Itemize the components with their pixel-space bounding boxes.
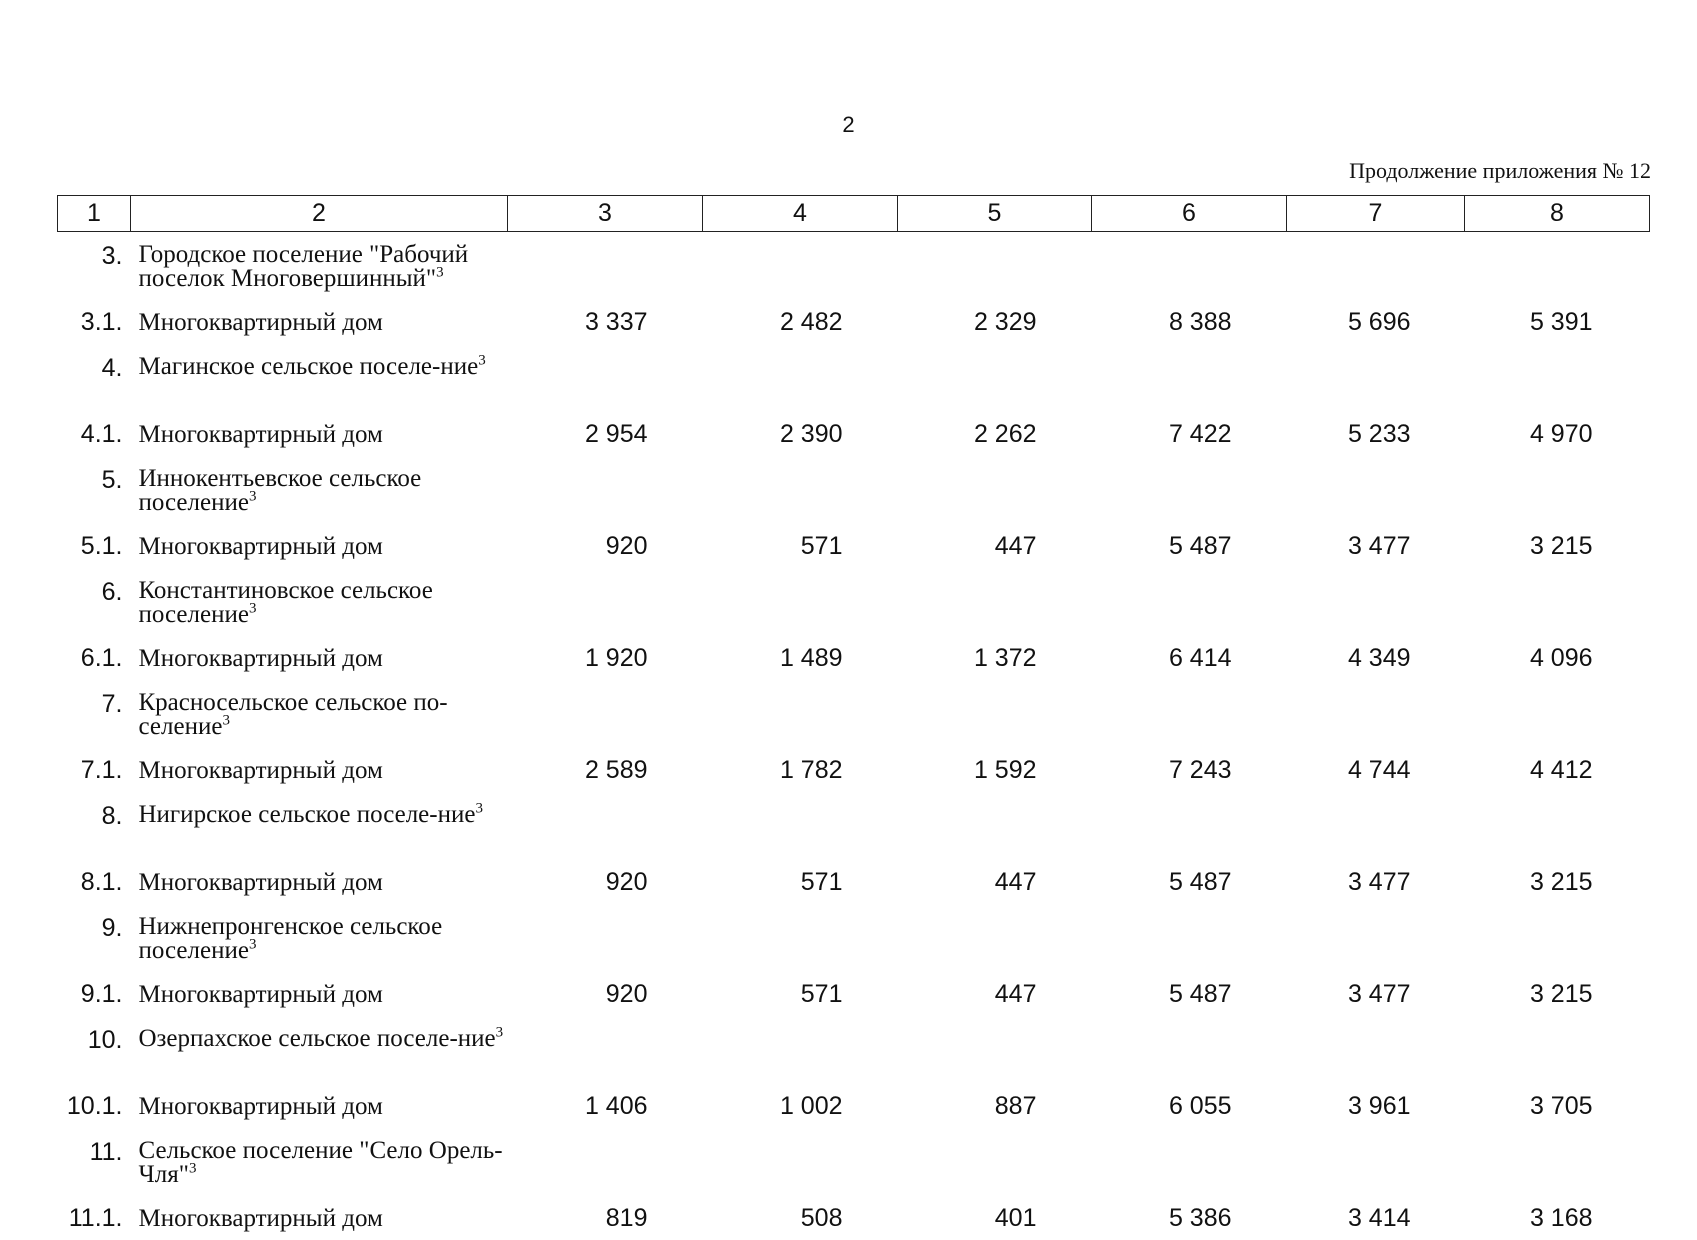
section-row [58, 792, 1650, 861]
value-cell-col-7: 5 696 [1287, 301, 1465, 344]
empty-cell [1092, 792, 1287, 861]
section-name-cell [131, 792, 508, 861]
section-name: Нижнепронгенское сельское поселение [139, 913, 443, 964]
empty-cell [508, 344, 703, 413]
item-name: Многоквартирный дом [131, 301, 508, 344]
empty-cell [703, 568, 898, 637]
value-cell-col-4: 2 390 [703, 413, 898, 456]
table-row [58, 861, 1650, 904]
value-cell-col-5: 447 [898, 525, 1092, 568]
empty-cell [1092, 232, 1287, 302]
empty-cell [898, 904, 1092, 973]
footnote-marker: 3 [249, 601, 257, 617]
empty-cell [508, 680, 703, 749]
item-name: Многоквартирный дом [131, 973, 508, 1016]
value-cell-col-4: 508 [703, 1197, 898, 1240]
empty-cell [508, 456, 703, 525]
value-cell-col-8: 3 168 [1465, 1197, 1650, 1240]
column-header-6: 6 [1092, 196, 1287, 232]
empty-cell [1465, 232, 1650, 302]
item-number: 3.1. [58, 301, 131, 344]
value-cell-col-8: 3 705 [1465, 1085, 1650, 1128]
item-number: 4.1. [58, 413, 131, 456]
empty-cell [1092, 1128, 1287, 1197]
value-cell-col-5: 1 592 [898, 749, 1092, 792]
empty-cell [898, 344, 1092, 413]
empty-cell [508, 1128, 703, 1197]
table-body [58, 232, 1650, 1240]
value-cell-col-4: 2 482 [703, 301, 898, 344]
section-row [58, 1016, 1650, 1085]
item-name: Многоквартирный дом [131, 861, 508, 904]
empty-cell [508, 568, 703, 637]
section-name-cell [131, 1128, 508, 1197]
empty-cell [1287, 904, 1465, 973]
value-cell-col-3: 1 920 [508, 637, 703, 680]
section-number: 5. [58, 456, 131, 525]
table-row [58, 1085, 1650, 1128]
section-name: Озерпахское сельское поселе-ние [139, 1025, 496, 1052]
page-number: 2 [0, 112, 1697, 138]
section-name: Константиновское сельское поселение [139, 577, 433, 628]
value-cell-col-7: 3 477 [1287, 861, 1465, 904]
value-cell-col-3: 920 [508, 861, 703, 904]
section-name: Иннокентьевское сельское поселение [139, 465, 422, 516]
empty-cell [1092, 680, 1287, 749]
value-cell-col-7: 3 961 [1287, 1085, 1465, 1128]
column-header-2: 2 [131, 196, 508, 232]
value-cell-col-3: 3 337 [508, 301, 703, 344]
section-number: 3. [58, 232, 131, 302]
value-cell-col-7: 4 744 [1287, 749, 1465, 792]
section-name: Магинское сельское поселе-ние [139, 353, 479, 380]
empty-cell [898, 568, 1092, 637]
section-name-cell [131, 232, 508, 302]
empty-cell [703, 1128, 898, 1197]
column-header-5: 5 [898, 196, 1092, 232]
empty-cell [703, 232, 898, 302]
value-cell-col-4: 1 782 [703, 749, 898, 792]
table-row [58, 973, 1650, 1016]
value-cell-col-3: 2 954 [508, 413, 703, 456]
value-cell-col-7: 3 477 [1287, 525, 1465, 568]
footnote-marker: 3 [222, 713, 230, 729]
value-cell-col-6: 5 487 [1092, 973, 1287, 1016]
empty-cell [703, 904, 898, 973]
value-cell-col-4: 1 489 [703, 637, 898, 680]
value-cell-col-3: 920 [508, 973, 703, 1016]
item-name: Многоквартирный дом [131, 525, 508, 568]
item-number: 10.1. [58, 1085, 131, 1128]
value-cell-col-8: 4 970 [1465, 413, 1650, 456]
value-cell-col-8: 4 096 [1465, 637, 1650, 680]
value-cell-col-3: 920 [508, 525, 703, 568]
footnote-marker: 3 [436, 265, 444, 281]
value-cell-col-8: 5 391 [1465, 301, 1650, 344]
empty-cell [1287, 456, 1465, 525]
item-name: Многоквартирный дом [131, 749, 508, 792]
empty-cell [1465, 680, 1650, 749]
empty-cell [898, 1128, 1092, 1197]
column-header-1: 1 [58, 196, 131, 232]
data-table [57, 195, 1650, 1240]
empty-cell [898, 680, 1092, 749]
column-header-4: 4 [703, 196, 898, 232]
value-cell-col-5: 401 [898, 1197, 1092, 1240]
section-name-cell [131, 568, 508, 637]
appendix-continuation-label: Продолжение приложения № 12 [1349, 158, 1651, 184]
section-number: 7. [58, 680, 131, 749]
section-name-cell [131, 1016, 508, 1085]
value-cell-col-5: 1 372 [898, 637, 1092, 680]
item-name: Многоквартирный дом [131, 637, 508, 680]
section-row [58, 456, 1650, 525]
value-cell-col-3: 819 [508, 1197, 703, 1240]
empty-cell [1092, 456, 1287, 525]
empty-cell [508, 232, 703, 302]
item-name: Многоквартирный дом [131, 1085, 508, 1128]
value-cell-col-7: 3 477 [1287, 973, 1465, 1016]
empty-cell [1465, 1016, 1650, 1085]
section-number: 8. [58, 792, 131, 861]
table-row [58, 637, 1650, 680]
value-cell-col-5: 2 329 [898, 301, 1092, 344]
value-cell-col-4: 1 002 [703, 1085, 898, 1128]
empty-cell [1287, 792, 1465, 861]
value-cell-col-6: 5 386 [1092, 1197, 1287, 1240]
empty-cell [703, 792, 898, 861]
item-number: 7.1. [58, 749, 131, 792]
empty-cell [703, 456, 898, 525]
table-row [58, 749, 1650, 792]
value-cell-col-8: 3 215 [1465, 525, 1650, 568]
section-row [58, 344, 1650, 413]
empty-cell [703, 1016, 898, 1085]
value-cell-col-8: 3 215 [1465, 861, 1650, 904]
value-cell-col-8: 3 215 [1465, 973, 1650, 1016]
header-row [58, 196, 1650, 232]
footnote-marker: 3 [249, 489, 257, 505]
section-row [58, 1128, 1650, 1197]
footnote-marker: 3 [478, 353, 486, 369]
table-row [58, 525, 1650, 568]
section-name: Сельское поселение "Село Орель-Чля" [139, 1137, 503, 1188]
empty-cell [1092, 904, 1287, 973]
footnote-marker: 3 [189, 1161, 197, 1177]
item-number: 5.1. [58, 525, 131, 568]
table-row [58, 301, 1650, 344]
empty-cell [1287, 568, 1465, 637]
empty-cell [1287, 232, 1465, 302]
empty-cell [1092, 344, 1287, 413]
section-number: 6. [58, 568, 131, 637]
empty-cell [1465, 792, 1650, 861]
empty-cell [1465, 568, 1650, 637]
value-cell-col-7: 3 414 [1287, 1197, 1465, 1240]
table-row [58, 1197, 1650, 1240]
section-name-cell [131, 680, 508, 749]
empty-cell [1465, 456, 1650, 525]
empty-cell [1287, 1128, 1465, 1197]
section-name: Красносельское сельское по-селение [139, 689, 448, 740]
item-number: 8.1. [58, 861, 131, 904]
section-row [58, 232, 1650, 302]
value-cell-col-7: 5 233 [1287, 413, 1465, 456]
empty-cell [508, 904, 703, 973]
value-cell-col-8: 4 412 [1465, 749, 1650, 792]
section-name: Нигирское сельское поселе-ние [139, 801, 476, 828]
item-name: Многоквартирный дом [131, 1197, 508, 1240]
table-row [58, 413, 1650, 456]
footnote-marker: 3 [249, 937, 257, 953]
item-number: 6.1. [58, 637, 131, 680]
section-number: 11. [58, 1128, 131, 1197]
empty-cell [1287, 344, 1465, 413]
value-cell-col-3: 2 589 [508, 749, 703, 792]
empty-cell [1287, 1016, 1465, 1085]
value-cell-col-4: 571 [703, 861, 898, 904]
empty-cell [1465, 1128, 1650, 1197]
value-cell-col-3: 1 406 [508, 1085, 703, 1128]
empty-cell [508, 1016, 703, 1085]
empty-cell [1287, 680, 1465, 749]
value-cell-col-6: 7 243 [1092, 749, 1287, 792]
empty-cell [508, 792, 703, 861]
value-cell-col-6: 5 487 [1092, 525, 1287, 568]
value-cell-col-4: 571 [703, 525, 898, 568]
item-name: Многоквартирный дом [131, 413, 508, 456]
column-header-3: 3 [508, 196, 703, 232]
empty-cell [898, 1016, 1092, 1085]
empty-cell [1092, 568, 1287, 637]
value-cell-col-6: 6 414 [1092, 637, 1287, 680]
item-number: 11.1. [58, 1197, 131, 1240]
value-cell-col-7: 4 349 [1287, 637, 1465, 680]
section-number: 9. [58, 904, 131, 973]
value-cell-col-5: 447 [898, 973, 1092, 1016]
footnote-marker: 3 [496, 1025, 504, 1041]
column-header-7: 7 [1287, 196, 1465, 232]
section-name-cell [131, 344, 508, 413]
value-cell-col-6: 5 487 [1092, 861, 1287, 904]
section-row [58, 904, 1650, 973]
empty-cell [1465, 904, 1650, 973]
value-cell-col-6: 7 422 [1092, 413, 1287, 456]
empty-cell [703, 680, 898, 749]
column-header-8: 8 [1465, 196, 1650, 232]
empty-cell [703, 344, 898, 413]
value-cell-col-5: 447 [898, 861, 1092, 904]
footnote-marker: 3 [475, 801, 483, 817]
empty-cell [898, 792, 1092, 861]
value-cell-col-4: 571 [703, 973, 898, 1016]
section-row [58, 568, 1650, 637]
empty-cell [1092, 1016, 1287, 1085]
section-name: Городское поселение "Рабочий поселок Многовершинный" [139, 241, 469, 292]
empty-cell [1465, 344, 1650, 413]
section-number: 4. [58, 344, 131, 413]
item-number: 9.1. [58, 973, 131, 1016]
empty-cell [898, 232, 1092, 302]
value-cell-col-6: 6 055 [1092, 1085, 1287, 1128]
section-name-cell [131, 904, 508, 973]
section-number: 10. [58, 1016, 131, 1085]
value-cell-col-5: 2 262 [898, 413, 1092, 456]
empty-cell [898, 456, 1092, 525]
section-row [58, 680, 1650, 749]
value-cell-col-6: 8 388 [1092, 301, 1287, 344]
section-name-cell [131, 456, 508, 525]
value-cell-col-5: 887 [898, 1085, 1092, 1128]
